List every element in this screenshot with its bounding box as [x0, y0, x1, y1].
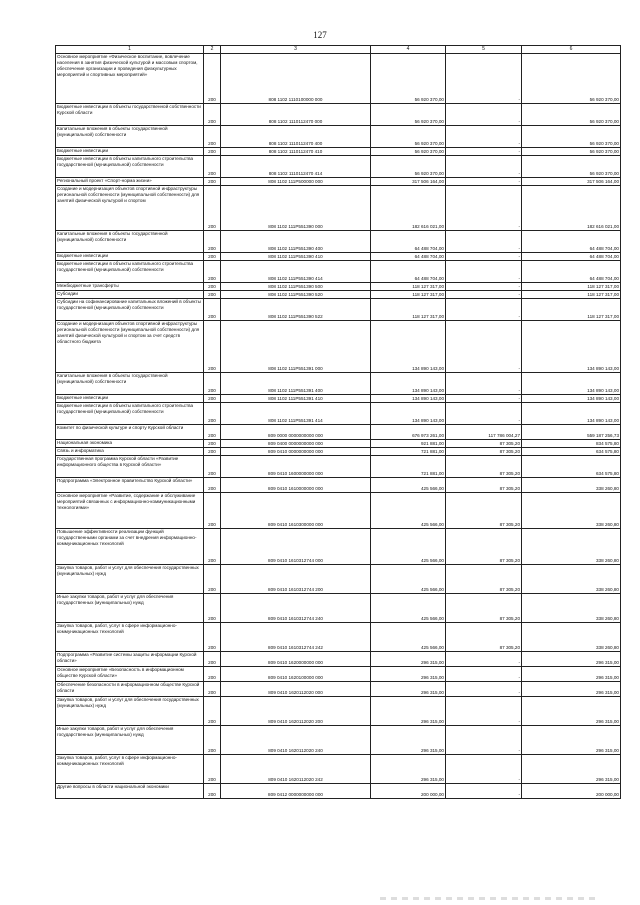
row-final-amount-cell: 118 127 317,00 [522, 299, 621, 321]
row-budget-code-cell: 809 0410 1620112020 000 [221, 682, 371, 697]
row-approved-amount-cell: 134 890 143,00 [371, 321, 446, 373]
table-row [56, 178, 621, 186]
row-budget-code-cell: 808 1102 111P551391 410 [221, 395, 371, 403]
table-row [56, 425, 621, 440]
row-budget-code-cell: 809 0410 1620112020 240 [221, 726, 371, 755]
row-line-code-cell: 200 [204, 283, 221, 291]
row-line-code-cell: 200 [204, 682, 221, 697]
row-name-cell: Национальная экономика [56, 440, 204, 448]
row-line-code-cell: 200 [204, 104, 221, 126]
row-name-cell: Подпрограмма «Развитие системы защиты информации Курской области» [56, 652, 204, 667]
row-change-amount-cell: 87 305,20 [446, 623, 522, 652]
row-change-amount-cell: - [446, 373, 522, 395]
table-row [56, 448, 621, 456]
row-approved-amount-cell: 56 920 370,00 [371, 156, 446, 178]
row-change-amount-cell: - [446, 395, 522, 403]
row-budget-code-cell: 809 0410 1600000000 000 [221, 456, 371, 478]
row-final-amount-cell: 64 488 704,00 [522, 253, 621, 261]
row-change-amount-cell: - [446, 784, 522, 799]
row-budget-code-cell: 809 0410 1610300000 000 [221, 493, 371, 529]
row-approved-amount-cell: 134 890 143,00 [371, 403, 446, 425]
row-final-amount-cell: 56 920 370,00 [522, 54, 621, 104]
row-approved-amount-cell: 721 881,00 [371, 448, 446, 456]
row-approved-amount-cell: 676 973 261,00 [371, 425, 446, 440]
row-name-cell: Бюджетные инвестиции в объекты капитального строительства государственной (муниципальной) собственности [56, 156, 204, 178]
row-change-amount-cell: - [446, 148, 522, 156]
row-final-amount-cell: 338 260,80 [522, 594, 621, 623]
row-change-amount-cell: 87 305,20 [446, 594, 522, 623]
row-change-amount-cell: - [446, 682, 522, 697]
row-line-code-cell: 200 [204, 425, 221, 440]
row-change-amount-cell: - [446, 755, 522, 784]
row-final-amount-cell: 317 506 164,00 [522, 178, 621, 186]
row-final-amount-cell: 634 575,80 [522, 448, 621, 456]
table-row [56, 697, 621, 726]
row-final-amount-cell: 296 315,00 [522, 667, 621, 682]
table-row [56, 126, 621, 148]
table-row [56, 456, 621, 478]
row-final-amount-cell: 296 315,00 [522, 652, 621, 667]
row-change-amount-cell: - [446, 54, 522, 104]
table-row [56, 299, 621, 321]
row-line-code-cell: 200 [204, 395, 221, 403]
row-approved-amount-cell: 118 127 317,00 [371, 299, 446, 321]
row-name-cell: Связь и информатика [56, 448, 204, 456]
row-final-amount-cell: 338 260,80 [522, 478, 621, 493]
row-line-code-cell: 200 [204, 529, 221, 565]
row-budget-code-cell: 808 1102 111P551390 500 [221, 283, 371, 291]
row-change-amount-cell: 117 786 004,27 [446, 425, 522, 440]
row-final-amount-cell: 834 575,80 [522, 440, 621, 448]
row-final-amount-cell: 559 187 256,73 [522, 425, 621, 440]
row-name-cell: Основное мероприятие «Развитие, содержание и обслуживание мероприятий связанных с информационно-коммуникационными технологиями» [56, 493, 204, 529]
row-budget-code-cell: 808 1102 111P551390 520 [221, 291, 371, 299]
row-approved-amount-cell: 296 315,00 [371, 755, 446, 784]
row-budget-code-cell: 808 1102 111P551390 000 [221, 186, 371, 231]
header-col-3: 3 [221, 46, 371, 54]
row-name-cell: Иные закупки товаров, работ и услуг для обеспечения государственных (муниципальных) нужд [56, 594, 204, 623]
row-line-code-cell: 200 [204, 373, 221, 395]
row-final-amount-cell: 296 315,00 [522, 726, 621, 755]
row-budget-code-cell: 808 1102 1110112470 414 [221, 156, 371, 178]
table-row [56, 148, 621, 156]
row-name-cell: Закупка товаров, работ и услуг для обеспечения государственных (муниципальных) нужд [56, 697, 204, 726]
row-name-cell: Создание и модернизация объектов спортивной инфраструктуры региональной собственности (муниципальной собственности) для занятий физической культурой и спортом [56, 186, 204, 231]
row-final-amount-cell: 182 616 021,00 [522, 186, 621, 231]
row-change-amount-cell: - [446, 652, 522, 667]
table-row [56, 726, 621, 755]
table-row [56, 104, 621, 126]
row-name-cell: Бюджетные инвестиции [56, 253, 204, 261]
row-approved-amount-cell: 118 127 317,00 [371, 283, 446, 291]
row-approved-amount-cell: 425 566,00 [371, 565, 446, 594]
table-row [56, 755, 621, 784]
row-line-code-cell: 200 [204, 594, 221, 623]
row-name-cell: Бюджетные инвестиции [56, 148, 204, 156]
row-approved-amount-cell: 425 566,00 [371, 493, 446, 529]
table-row [56, 529, 621, 565]
row-final-amount-cell: 56 920 370,00 [522, 156, 621, 178]
row-line-code-cell: 200 [204, 186, 221, 231]
row-approved-amount-cell: 317 506 164,00 [371, 178, 446, 186]
row-change-amount-cell: - [446, 261, 522, 283]
row-line-code-cell: 200 [204, 156, 221, 178]
row-line-code-cell: 200 [204, 478, 221, 493]
row-approved-amount-cell: 134 890 143,00 [371, 373, 446, 395]
row-final-amount-cell: 64 488 704,00 [522, 231, 621, 253]
row-line-code-cell: 200 [204, 448, 221, 456]
row-approved-amount-cell: 64 488 704,00 [371, 231, 446, 253]
row-budget-code-cell: 809 0400 0000000000 000 [221, 440, 371, 448]
row-name-cell: Подпрограмма «Электронное правительство Курской области» [56, 478, 204, 493]
row-budget-code-cell: 808 1102 111P551391 000 [221, 321, 371, 373]
row-line-code-cell: 200 [204, 623, 221, 652]
row-name-cell: Государственная программа Курской области «Развитие информационного общества в Курской области» [56, 456, 204, 478]
row-name-cell: Капитальные вложения в объекты государственной (муниципальной) собственности [56, 126, 204, 148]
row-final-amount-cell: 338 260,80 [522, 529, 621, 565]
row-name-cell: Создание и модернизация объектов спортивной инфраструктуры региональной собственности (муниципальной собственности) для занятий физической культурой и спортом за счет средств областного бюджета [56, 321, 204, 373]
row-budget-code-cell: 809 0410 1620100000 000 [221, 667, 371, 682]
row-line-code-cell: 200 [204, 493, 221, 529]
row-line-code-cell: 200 [204, 403, 221, 425]
row-change-amount-cell: - [446, 178, 522, 186]
row-line-code-cell: 200 [204, 178, 221, 186]
header-col-4: 4 [371, 46, 446, 54]
row-final-amount-cell: 56 920 370,00 [522, 104, 621, 126]
header-row [56, 46, 621, 54]
table-row [56, 594, 621, 623]
row-budget-code-cell: 808 1102 1110112470 000 [221, 104, 371, 126]
row-final-amount-cell: 134 890 143,00 [522, 395, 621, 403]
row-final-amount-cell: 296 315,00 [522, 697, 621, 726]
header-col-5: 5 [446, 46, 522, 54]
header-col-1: 1 [56, 46, 204, 54]
row-change-amount-cell: - [446, 186, 522, 231]
row-approved-amount-cell: 721 881,00 [371, 456, 446, 478]
row-approved-amount-cell: 296 315,00 [371, 652, 446, 667]
row-change-amount-cell: - [446, 104, 522, 126]
row-approved-amount-cell: 921 881,00 [371, 440, 446, 448]
row-name-cell: Бюджетные инвестиции в объекты государственной собственности Курской области [56, 104, 204, 126]
row-name-cell: Субсидии на софинансирование капитальных вложений в объекты государственной (муниципальной) собственности [56, 299, 204, 321]
row-budget-code-cell: 809 0000 0000000000 000 [221, 425, 371, 440]
row-line-code-cell: 200 [204, 784, 221, 799]
row-approved-amount-cell: 134 890 143,00 [371, 395, 446, 403]
table-row [56, 565, 621, 594]
table-row [56, 54, 621, 104]
row-change-amount-cell: - [446, 253, 522, 261]
row-name-cell: Бюджетные инвестиции в объекты капитального строительства государственной (муниципальной) собственности [56, 403, 204, 425]
table-header [56, 46, 621, 54]
row-name-cell: Межбюджетные трансферты [56, 283, 204, 291]
table-row [56, 156, 621, 178]
row-budget-code-cell: 808 1102 1110100000 000 [221, 54, 371, 104]
row-final-amount-cell: 134 890 143,00 [522, 403, 621, 425]
row-name-cell: Основное мероприятие «Физическое воспитание, вовлечение населения в занятия физической культурой и массовым спортом, обеспечение организации и проведения физкультурных мероприятий и спортивных мероприятий» [56, 54, 204, 104]
row-approved-amount-cell: 296 315,00 [371, 726, 446, 755]
row-budget-code-cell: 809 0410 1620112020 200 [221, 697, 371, 726]
table-row [56, 373, 621, 395]
row-budget-code-cell: 809 0410 1620112020 242 [221, 755, 371, 784]
row-approved-amount-cell: 425 566,00 [371, 478, 446, 493]
row-line-code-cell: 200 [204, 148, 221, 156]
row-approved-amount-cell: 56 920 370,00 [371, 126, 446, 148]
row-name-cell: Бюджетные инвестиции в объекты капитального строительства государственной (муниципальной) собственности [56, 261, 204, 283]
row-approved-amount-cell: 425 566,00 [371, 623, 446, 652]
table-row [56, 321, 621, 373]
row-budget-code-cell: 808 1102 111P551390 400 [221, 231, 371, 253]
row-final-amount-cell: 296 315,00 [522, 755, 621, 784]
row-approved-amount-cell: 296 315,00 [371, 682, 446, 697]
row-budget-code-cell: 809 0410 1620000000 000 [221, 652, 371, 667]
row-line-code-cell: 200 [204, 755, 221, 784]
row-final-amount-cell: 56 920 370,00 [522, 126, 621, 148]
row-approved-amount-cell: 64 488 704,00 [371, 261, 446, 283]
header-col-2: 2 [204, 46, 221, 54]
row-change-amount-cell: - [446, 126, 522, 148]
row-line-code-cell: 200 [204, 697, 221, 726]
row-change-amount-cell: - [446, 156, 522, 178]
row-name-cell: Региональный проект «Спорт-норма жизни» [56, 178, 204, 186]
row-change-amount-cell: - [446, 697, 522, 726]
row-approved-amount-cell: 425 566,00 [371, 529, 446, 565]
row-line-code-cell: 200 [204, 321, 221, 373]
table-row [56, 261, 621, 283]
row-budget-code-cell: 808 1102 1110112470 410 [221, 148, 371, 156]
row-final-amount-cell: 634 575,80 [522, 456, 621, 478]
row-change-amount-cell: 87 305,20 [446, 529, 522, 565]
page-number: 127 [313, 30, 327, 40]
table-row [56, 623, 621, 652]
table-row [56, 478, 621, 493]
row-final-amount-cell: 118 127 317,00 [522, 283, 621, 291]
row-approved-amount-cell: 56 920 370,00 [371, 148, 446, 156]
row-change-amount-cell: - [446, 299, 522, 321]
row-budget-code-cell: 808 1102 111P500000 000 [221, 178, 371, 186]
row-change-amount-cell: - [446, 283, 522, 291]
row-line-code-cell: 200 [204, 456, 221, 478]
row-approved-amount-cell: 296 315,00 [371, 697, 446, 726]
row-name-cell: Бюджетные инвестиции [56, 395, 204, 403]
row-budget-code-cell: 808 1102 111P551390 410 [221, 253, 371, 261]
row-budget-code-cell: 809 0410 1610000000 000 [221, 478, 371, 493]
table-row [56, 652, 621, 667]
header-col-6: 6 [522, 46, 621, 54]
row-line-code-cell: 200 [204, 126, 221, 148]
table-row [56, 403, 621, 425]
row-final-amount-cell: 134 890 143,00 [522, 373, 621, 395]
row-name-cell: Закупка товаров, работ и услуг для обеспечения государственных (муниципальных) нужд [56, 565, 204, 594]
row-final-amount-cell: 56 920 370,00 [522, 148, 621, 156]
table-row [56, 667, 621, 682]
row-change-amount-cell: - [446, 291, 522, 299]
row-line-code-cell: 200 [204, 253, 221, 261]
row-line-code-cell: 200 [204, 652, 221, 667]
row-approved-amount-cell: 56 920 370,00 [371, 104, 446, 126]
row-change-amount-cell: - [446, 726, 522, 755]
row-name-cell: Закупка товаров, работ, услуг в сфере информационно-коммуникационных технологий [56, 755, 204, 784]
table-body [56, 54, 621, 799]
row-change-amount-cell: 87 305,20 [446, 478, 522, 493]
row-change-amount-cell: - [446, 231, 522, 253]
row-change-amount-cell: - [446, 667, 522, 682]
row-name-cell: Основное мероприятие «Безопасность в информационном обществе Курской области» [56, 667, 204, 682]
row-line-code-cell: 200 [204, 440, 221, 448]
row-budget-code-cell: 809 0410 1610312744 200 [221, 565, 371, 594]
table-row [56, 440, 621, 448]
row-name-cell: Закупка товаров, работ, услуг в сфере информационно-коммуникационных технологий [56, 623, 204, 652]
row-line-code-cell: 200 [204, 291, 221, 299]
row-change-amount-cell: 87 305,20 [446, 565, 522, 594]
row-name-cell: Капитальные вложения в объекты государственной (муниципальной) собственности [56, 231, 204, 253]
table-row [56, 395, 621, 403]
row-name-cell: Повышение эффективности реализации функций государственными органами за счет внедрения информационно-коммуникационных технологий [56, 529, 204, 565]
table-row [56, 231, 621, 253]
row-change-amount-cell: 87 305,20 [446, 456, 522, 478]
row-budget-code-cell: 808 1102 111P551391 400 [221, 373, 371, 395]
budget-table [55, 45, 621, 799]
table-row [56, 291, 621, 299]
row-change-amount-cell: 87 305,20 [446, 493, 522, 529]
row-final-amount-cell: 296 315,00 [522, 682, 621, 697]
table-row [56, 283, 621, 291]
row-budget-code-cell: 809 0410 1610312744 000 [221, 529, 371, 565]
table-row [56, 493, 621, 529]
table-row [56, 682, 621, 697]
row-change-amount-cell: 87 305,20 [446, 440, 522, 448]
row-approved-amount-cell: 200 000,00 [371, 784, 446, 799]
row-budget-code-cell: 808 1102 111P551390 414 [221, 261, 371, 283]
row-change-amount-cell: - [446, 321, 522, 373]
row-name-cell: Иные закупки товаров, работ и услуг для обеспечения государственных (муниципальных) нужд [56, 726, 204, 755]
row-name-cell: Комитет по физической культуре и спорту Курской области [56, 425, 204, 440]
row-final-amount-cell: 134 890 143,00 [522, 321, 621, 373]
row-change-amount-cell: 87 305,20 [446, 448, 522, 456]
row-line-code-cell: 200 [204, 54, 221, 104]
row-line-code-cell: 200 [204, 299, 221, 321]
row-line-code-cell: 200 [204, 726, 221, 755]
row-budget-code-cell: 809 0410 1610312744 240 [221, 594, 371, 623]
row-budget-code-cell: 808 1102 111P551390 522 [221, 299, 371, 321]
row-final-amount-cell: 200 000,00 [522, 784, 621, 799]
row-final-amount-cell: 64 488 704,00 [522, 261, 621, 283]
scan-artifact [380, 897, 600, 900]
row-final-amount-cell: 338 260,80 [522, 623, 621, 652]
row-name-cell: Обеспечение безопасности в информационном обществе Курской области [56, 682, 204, 697]
row-line-code-cell: 200 [204, 565, 221, 594]
row-budget-code-cell: 808 1102 1110112470 400 [221, 126, 371, 148]
row-approved-amount-cell: 118 127 317,00 [371, 291, 446, 299]
row-change-amount-cell: - [446, 403, 522, 425]
row-final-amount-cell: 338 260,80 [522, 565, 621, 594]
table-row [56, 186, 621, 231]
row-approved-amount-cell: 296 315,00 [371, 667, 446, 682]
row-budget-code-cell: 809 0410 1610312744 242 [221, 623, 371, 652]
table-row [56, 784, 621, 799]
row-approved-amount-cell: 64 488 704,00 [371, 253, 446, 261]
row-name-cell: Субсидии [56, 291, 204, 299]
row-budget-code-cell: 809 0412 0000000000 000 [221, 784, 371, 799]
row-name-cell: Капитальные вложения в объекты государственной (муниципальной) собственности [56, 373, 204, 395]
row-final-amount-cell: 118 127 317,00 [522, 291, 621, 299]
row-approved-amount-cell: 425 566,00 [371, 594, 446, 623]
row-approved-amount-cell: 56 920 370,00 [371, 54, 446, 104]
row-approved-amount-cell: 182 616 021,00 [371, 186, 446, 231]
row-budget-code-cell: 809 0410 0000000000 000 [221, 448, 371, 456]
row-line-code-cell: 200 [204, 667, 221, 682]
row-final-amount-cell: 338 260,80 [522, 493, 621, 529]
row-budget-code-cell: 808 1102 111P551391 414 [221, 403, 371, 425]
table-row [56, 253, 621, 261]
row-line-code-cell: 200 [204, 231, 221, 253]
row-line-code-cell: 200 [204, 261, 221, 283]
row-name-cell: Другие вопросы в области национальной экономики [56, 784, 204, 799]
